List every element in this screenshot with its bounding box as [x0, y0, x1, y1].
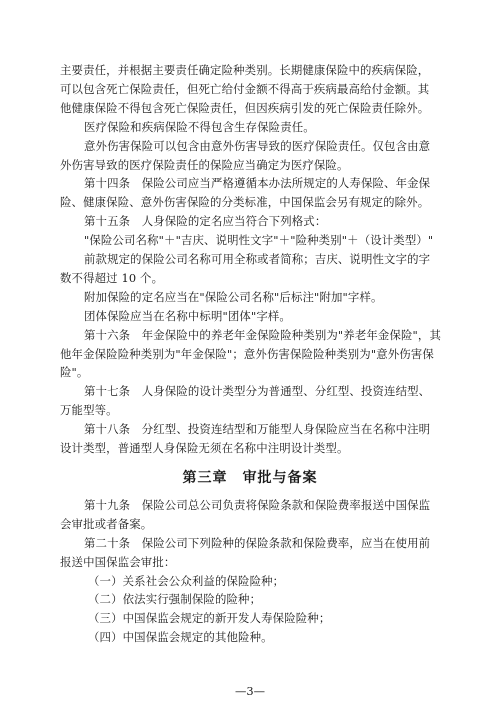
text-line: 前款规定的保险公司名称可用全称或者简称；吉庆、说明性文字的字: [84, 252, 431, 266]
text-line: 可以包含死亡保险责任，但死亡给付金额不得高于疾病最高给付金额。其: [60, 81, 430, 96]
text-line: 数不得超过 10 个。: [60, 270, 164, 285]
list-item: （四）中国保监会规定的其他险种。: [88, 630, 273, 645]
text-line: 外伤害导致的医疗保险责任的保险应当确定为医疗保险。: [60, 157, 349, 172]
text-line: 报送中国保监会审批：: [60, 554, 176, 569]
text-line: "保险公司名称"＋"吉庆、说明性文字"＋"险种类别"＋（设计类型）": [84, 233, 434, 248]
text-line: 险、健康保险、意外伤害保险的分类标准，中国保监会另有规定的除外。: [60, 195, 430, 210]
text-line: 会审批或者备案。: [60, 516, 153, 531]
text-line: 医疗保险和疾病保险不得包含生存保险责任。: [84, 119, 315, 134]
text-line: 主要责任，并根据主要责任确定险种类别。长期健康保险中的疾病保险，: [60, 63, 430, 77]
list-item: （一）关系社会公众利益的保险险种；: [88, 573, 285, 588]
chapter-heading: 第三章 审批与备案: [182, 469, 318, 486]
article-14: 第十四条 保险公司应当严格遵循本办法所规定的人寿保险、年金保: [84, 176, 431, 191]
text-line: 意外伤害保险可以包含由意外伤害导致的医疗保险责任。仅包含由意: [84, 138, 431, 153]
article-18: 第十八条 分红型、投资连结型和万能型人身保险应当在名称中注明: [84, 422, 431, 437]
text-line: 他年金保险险种类别为"年金保险"；意外伤害保险险种类别为"意外伤害保: [60, 346, 434, 361]
article-19: 第十九条 保险公司总公司负责将保险条款和保险费率报送中国保监: [84, 497, 431, 512]
text-line: 万能型等。: [60, 403, 118, 418]
page-number: —3—: [234, 684, 266, 698]
article-15: 第十五条 人身保险的定名应当符合下列格式：: [84, 214, 327, 229]
text-line: 设计类型，普通型人身保险无须在名称中注明设计类型。: [60, 441, 349, 455]
text-line: 团体保险应当在名称中标明"团体"字样。: [84, 308, 291, 323]
list-item: （二）依法实行强制保险的险种；: [88, 592, 262, 607]
text-line: 险"。: [60, 365, 89, 380]
list-item: （三）中国保监会规定的新开发人寿保险险种；: [88, 611, 331, 626]
text-line: 附加保险的定名应当在"保险公司名称"后标注"附加"字样。: [84, 289, 383, 304]
article-16: 第十六条 年金保险中的养老年金保险险种类别为"养老年金保险"，其: [84, 327, 441, 342]
text-line: 他健康保险不得包含死亡保险责任，但因疾病引发的死亡保险责任除外。: [60, 100, 430, 115]
article-17: 第十七条 人身保险的设计类型分为普通型、分红型、投资连结型、: [84, 384, 431, 399]
article-20: 第二十条 保险公司下列险种的保险条款和保险费率，应当在使用前: [84, 535, 431, 550]
